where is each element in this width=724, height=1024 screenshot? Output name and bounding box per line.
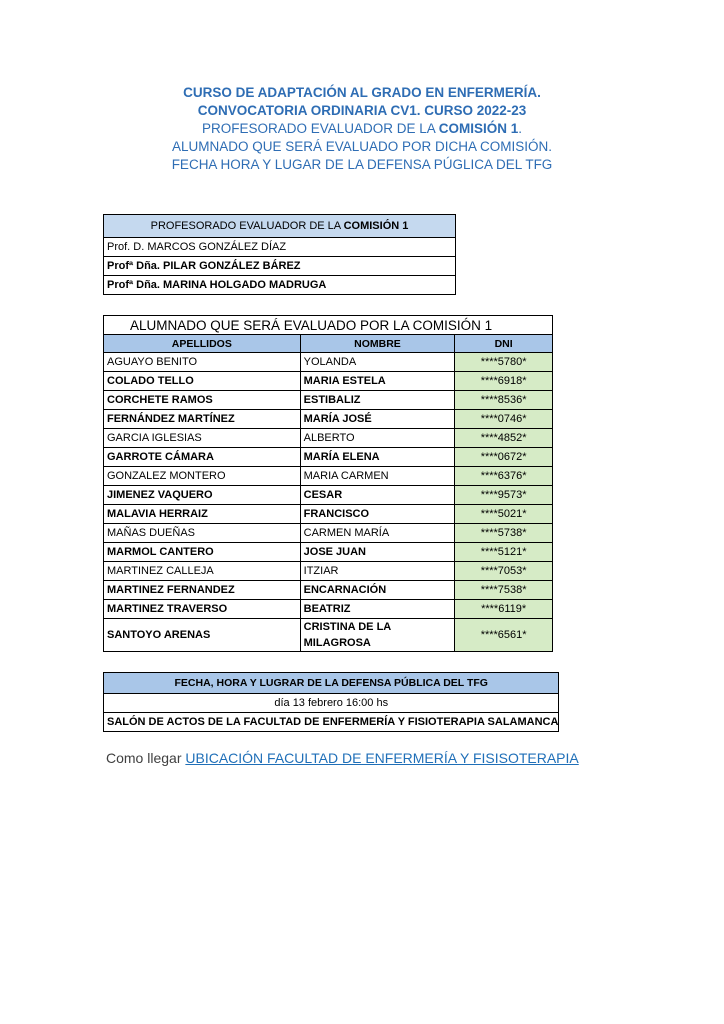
student-surname: SANTOYO ARENAS	[104, 619, 301, 652]
student-surname: MAÑAS DUEÑAS	[104, 524, 301, 543]
student-name: ITZIAR	[300, 562, 455, 581]
student-dni: ****0746*	[455, 410, 553, 429]
student-surname: MARTINEZ CALLEJA	[104, 562, 301, 581]
student-name: ENCARNACIÓN	[300, 581, 455, 600]
student-dni: ****6376*	[455, 467, 553, 486]
student-surname: COLADO TELLO	[104, 372, 301, 391]
directions-link[interactable]: UBICACIÓN FACULTAD DE ENFERMERÍA Y FISISOTERAPIA	[185, 750, 579, 766]
student-name: CARMEN MARÍA	[300, 524, 455, 543]
student-dni: ****7538*	[455, 581, 553, 600]
column-header-name: NOMBRE	[300, 335, 455, 353]
student-row	[104, 486, 553, 505]
student-surname: GONZALEZ MONTERO	[104, 467, 301, 486]
student-name: JOSE JUAN	[300, 543, 455, 562]
student-name: FRANCISCO	[300, 505, 455, 524]
student-dni: ****0672*	[455, 448, 553, 467]
student-row	[104, 391, 553, 410]
column-header-dni: DNI	[455, 335, 553, 353]
student-row	[104, 505, 553, 524]
student-surname: FERNÁNDEZ MARTÍNEZ	[104, 410, 301, 429]
student-rows	[104, 353, 553, 652]
evaluators-heading	[104, 215, 456, 238]
student-row	[104, 562, 553, 581]
student-row	[104, 600, 553, 619]
evaluator-row: Prof. D. MARCOS GONZÁLEZ DÍAZ	[104, 238, 456, 257]
student-surname: GARROTE CÁMARA	[104, 448, 301, 467]
student-dni: ****5021*	[455, 505, 553, 524]
student-dni: ****6918*	[455, 372, 553, 391]
student-dni: ****5780*	[455, 353, 553, 372]
student-row	[104, 619, 553, 652]
title-line-2: CONVOCATORIA ORDINARIA CV1. CURSO 2022-23	[197, 103, 527, 118]
student-row	[104, 410, 553, 429]
students-table	[103, 315, 553, 652]
student-name: MARIA ESTELA	[300, 372, 455, 391]
student-dni: ****6561*	[455, 619, 553, 652]
student-dni: ****7053*	[455, 562, 553, 581]
student-row	[104, 372, 553, 391]
student-name: MARIA CARMEN	[300, 467, 455, 486]
student-row	[104, 543, 553, 562]
evaluators-table	[103, 214, 456, 295]
defense-datetime: día 13 febrero 16:00 hs	[104, 694, 559, 713]
title-line-5: FECHA HORA Y LUGAR DE LA DEFENSA PÚGLICA DEL TFG	[171, 157, 553, 172]
evaluators-heading-bold: COMISIÓN 1	[343, 220, 409, 232]
student-name: CESAR	[300, 486, 455, 505]
directions-line	[106, 750, 579, 766]
defense-place: SALÓN DE ACTOS DE LA FACULTAD DE ENFERMERÍA Y FISIOTERAPIA SALAMANCA	[104, 713, 559, 732]
student-surname: MARTINEZ TRAVERSO	[104, 600, 301, 619]
student-dni: ****9573*	[455, 486, 553, 505]
student-surname: GARCIA IGLESIAS	[104, 429, 301, 448]
student-dni: ****5121*	[455, 543, 553, 562]
student-name: MARÍA JOSÉ	[300, 410, 455, 429]
title-line-3-prefix: PROFESORADO EVALUADOR DE LA	[201, 121, 439, 136]
student-name: YOLANDA	[300, 353, 455, 372]
student-surname: JIMENEZ VAQUERO	[104, 486, 301, 505]
student-row	[104, 429, 553, 448]
student-row	[104, 353, 553, 372]
student-surname: AGUAYO BENITO	[104, 353, 301, 372]
directions-prefix: Como llegar	[106, 750, 186, 766]
title-line-1: CURSO DE ADAPTACIÓN AL GRADO EN ENFERMERÍA.	[183, 85, 541, 100]
student-name: CRISTINA DE LA MILAGROSA	[300, 619, 455, 652]
student-dni: ****5738*	[455, 524, 553, 543]
defense-heading: FECHA, HORA Y LUGRAR DE LA DEFENSA PÚBLICA DEL TFG	[104, 673, 559, 694]
student-name: ESTIBALIZ	[300, 391, 455, 410]
defense-table	[103, 672, 559, 732]
evaluators-heading-prefix: PROFESORADO EVALUADOR DE LA	[150, 220, 344, 232]
student-row	[104, 524, 553, 543]
title-line-4: ALUMNADO QUE SERÁ EVALUADO POR DICHA COMISIÓN.	[171, 139, 553, 154]
student-row	[104, 581, 553, 600]
student-name: MARÍA ELENA	[300, 448, 455, 467]
student-name: ALBERTO	[300, 429, 455, 448]
title-line-3-suffix: .	[518, 121, 523, 136]
title-line-3-bold: COMISIÓN 1	[438, 121, 519, 136]
student-surname: MARMOL CANTERO	[104, 543, 301, 562]
evaluator-row: Profª Dña. PILAR GONZÁLEZ BÁREZ	[104, 257, 456, 276]
student-dni: ****8536*	[455, 391, 553, 410]
student-row	[104, 448, 553, 467]
title-line-3	[0, 120, 724, 138]
student-name: BEATRIZ	[300, 600, 455, 619]
student-surname: MALAVIA HERRAIZ	[104, 505, 301, 524]
student-dni: ****6119*	[455, 600, 553, 619]
students-caption: ALUMNADO QUE SERÁ EVALUADO POR LA COMISIÓN 1	[104, 316, 553, 335]
student-surname: MARTINEZ FERNANDEZ	[104, 581, 301, 600]
evaluator-row: Profª Dña. MARINA HOLGADO MADRUGA	[104, 276, 456, 295]
document-title	[0, 84, 724, 174]
student-dni: ****4852*	[455, 429, 553, 448]
student-row	[104, 467, 553, 486]
student-surname: CORCHETE RAMOS	[104, 391, 301, 410]
column-header-surname: APELLIDOS	[104, 335, 301, 353]
